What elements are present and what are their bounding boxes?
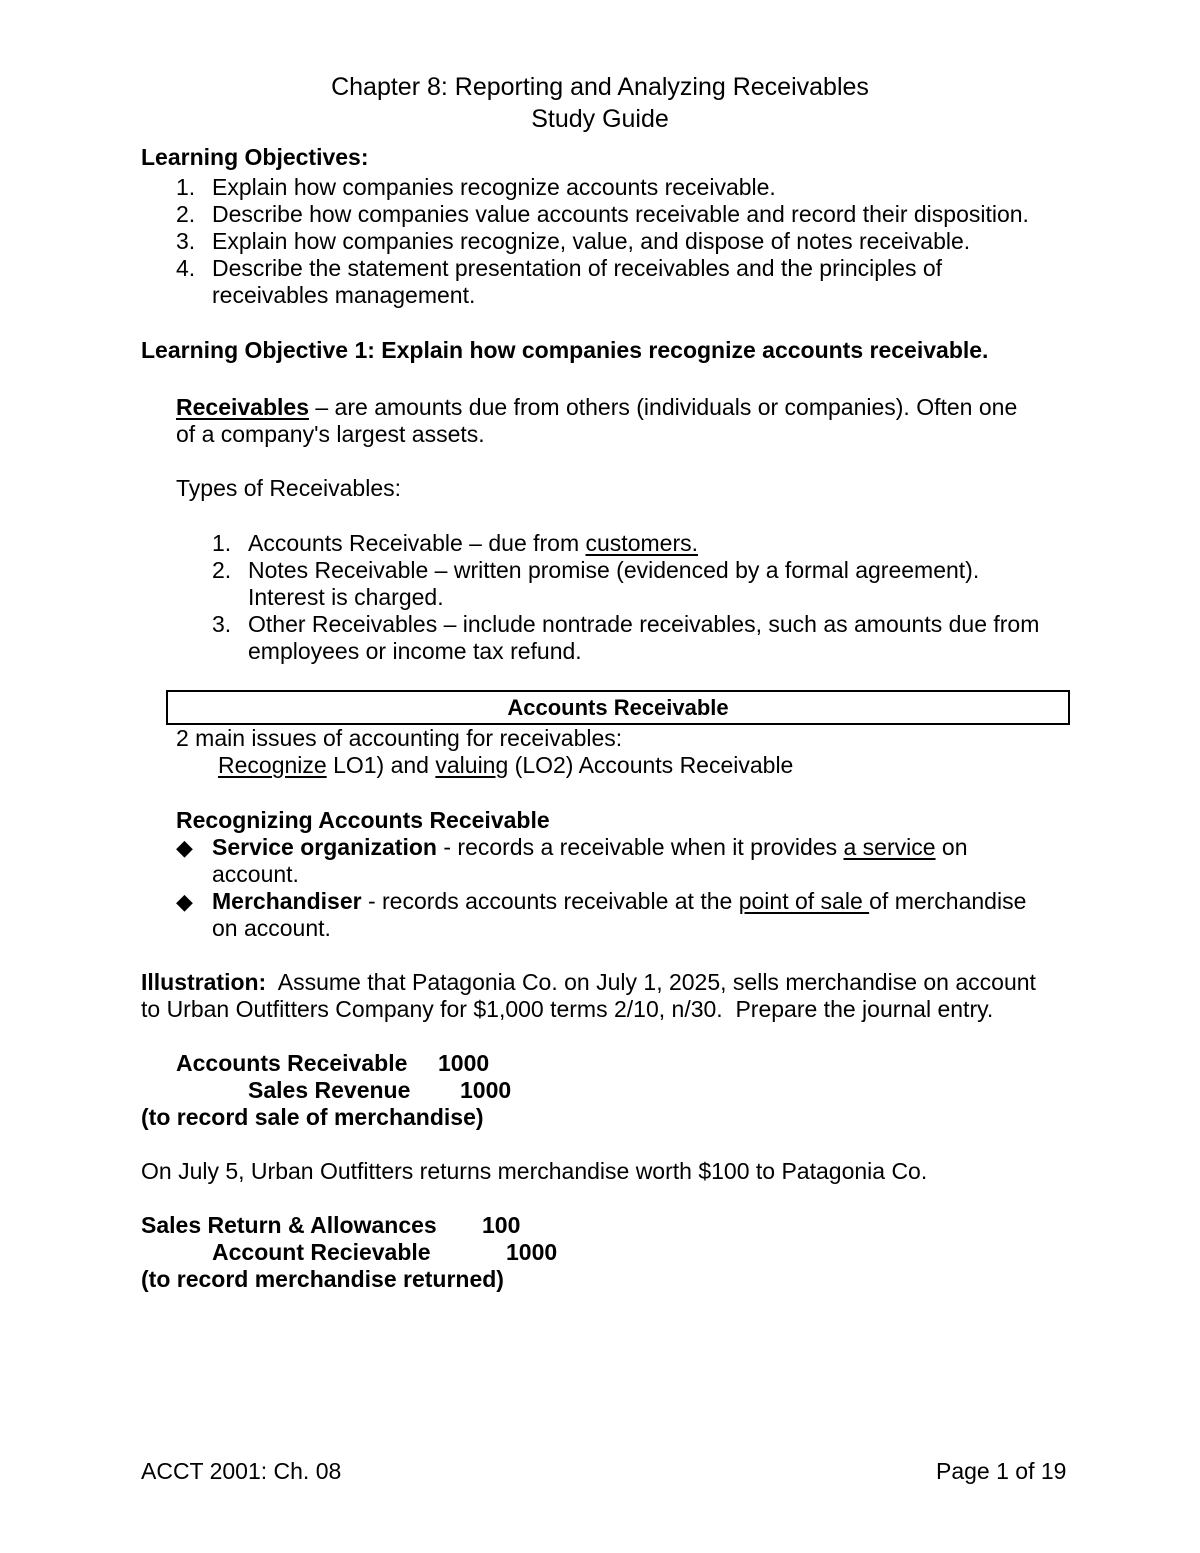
- bullet-item-merchandiser: ◆ Merchandiser - records accounts receivable at the point of sale of merchandise: [176, 888, 1027, 914]
- diamond-bullet-icon: ◆: [176, 889, 193, 914]
- types-heading: Types of Receivables:: [176, 475, 402, 501]
- objective-item: 4. Describe the statement presentation of receivables and the principles of: [176, 255, 943, 281]
- section-title-box: Accounts Receivable: [166, 690, 1070, 725]
- type-item-continued: employees or income tax refund.: [248, 638, 582, 664]
- receivables-definition: Receivables – are amounts due from others (individuals or companies). Often one: [176, 394, 1018, 420]
- entry2-debit-amount: 100: [482, 1212, 521, 1238]
- entry1-memo: (to record sale of merchandise): [141, 1104, 484, 1130]
- type-item: 3. Other Receivables – include nontrade receivables, such as amounts due from: [212, 611, 1040, 637]
- entry1-credit-account: Sales Revenue: [248, 1077, 411, 1103]
- lo1-heading: Learning Objective 1: Explain how companies recognize accounts receivable.: [141, 337, 989, 363]
- page-subtitle: Study Guide: [531, 105, 669, 133]
- entry2-credit-account: Account Recievable: [212, 1239, 431, 1265]
- receivables-definition-continued: of a company's largest assets.: [176, 421, 485, 447]
- entry1-debit-account: Accounts Receivable: [176, 1050, 408, 1076]
- objectives-heading: Learning Objectives:: [141, 144, 369, 170]
- issues-text: 2 main issues of accounting for receivables:: [176, 725, 623, 751]
- objective-item: 1. Explain how companies recognize accounts receivable.: [176, 174, 776, 200]
- entry1-credit-amount: 1000: [460, 1077, 512, 1103]
- entry2-memo: (to record merchandise returned): [141, 1266, 504, 1292]
- returns-text: On July 5, Urban Outfitters returns merchandise worth $100 to Patagonia Co.: [141, 1158, 928, 1184]
- entry2-credit-amount: 1000: [506, 1239, 558, 1265]
- page-title: Chapter 8: Reporting and Analyzing Receivables: [331, 73, 869, 101]
- diamond-bullet-icon: ◆: [176, 835, 193, 860]
- entry1-debit-amount: 1000: [438, 1050, 490, 1076]
- objective-item: 3. Explain how companies recognize, value, and dispose of notes receivable.: [176, 228, 971, 254]
- illustration-text: Illustration: Assume that Patagonia Co. on July 1, 2025, sells merchandise on account: [141, 969, 1036, 995]
- entry2-debit-account: Sales Return & Allowances: [141, 1212, 437, 1238]
- bullet-item-service: ◆ Service organization - records a receivable when it provides a service on: [176, 834, 968, 860]
- receivables-term: Receivables: [176, 394, 309, 420]
- illustration-text-continued: to Urban Outfitters Company for $1,000 terms 2/10, n/30. Prepare the journal entry.: [141, 996, 994, 1022]
- type-item-continued: Interest is charged.: [248, 584, 444, 610]
- objective-item: 2. Describe how companies value accounts receivable and record their disposition.: [176, 201, 1029, 227]
- bullet-item-continued: account.: [212, 861, 299, 887]
- issues-detail: Recognize LO1) and valuing (LO2) Accounts Receivable: [218, 752, 794, 778]
- type-item: 2. Notes Receivable – written promise (evidenced by a formal agreement).: [212, 557, 980, 583]
- bullet-item-continued: on account.: [212, 915, 331, 941]
- recognizing-heading: Recognizing Accounts Receivable: [176, 807, 550, 833]
- objective-item-continued: receivables management.: [212, 282, 476, 308]
- footer-page-number: Page 1 of 19: [936, 1458, 1067, 1484]
- footer-course: ACCT 2001: Ch. 08: [141, 1458, 342, 1484]
- type-item: 1. Accounts Receivable – due from customers.: [212, 530, 698, 556]
